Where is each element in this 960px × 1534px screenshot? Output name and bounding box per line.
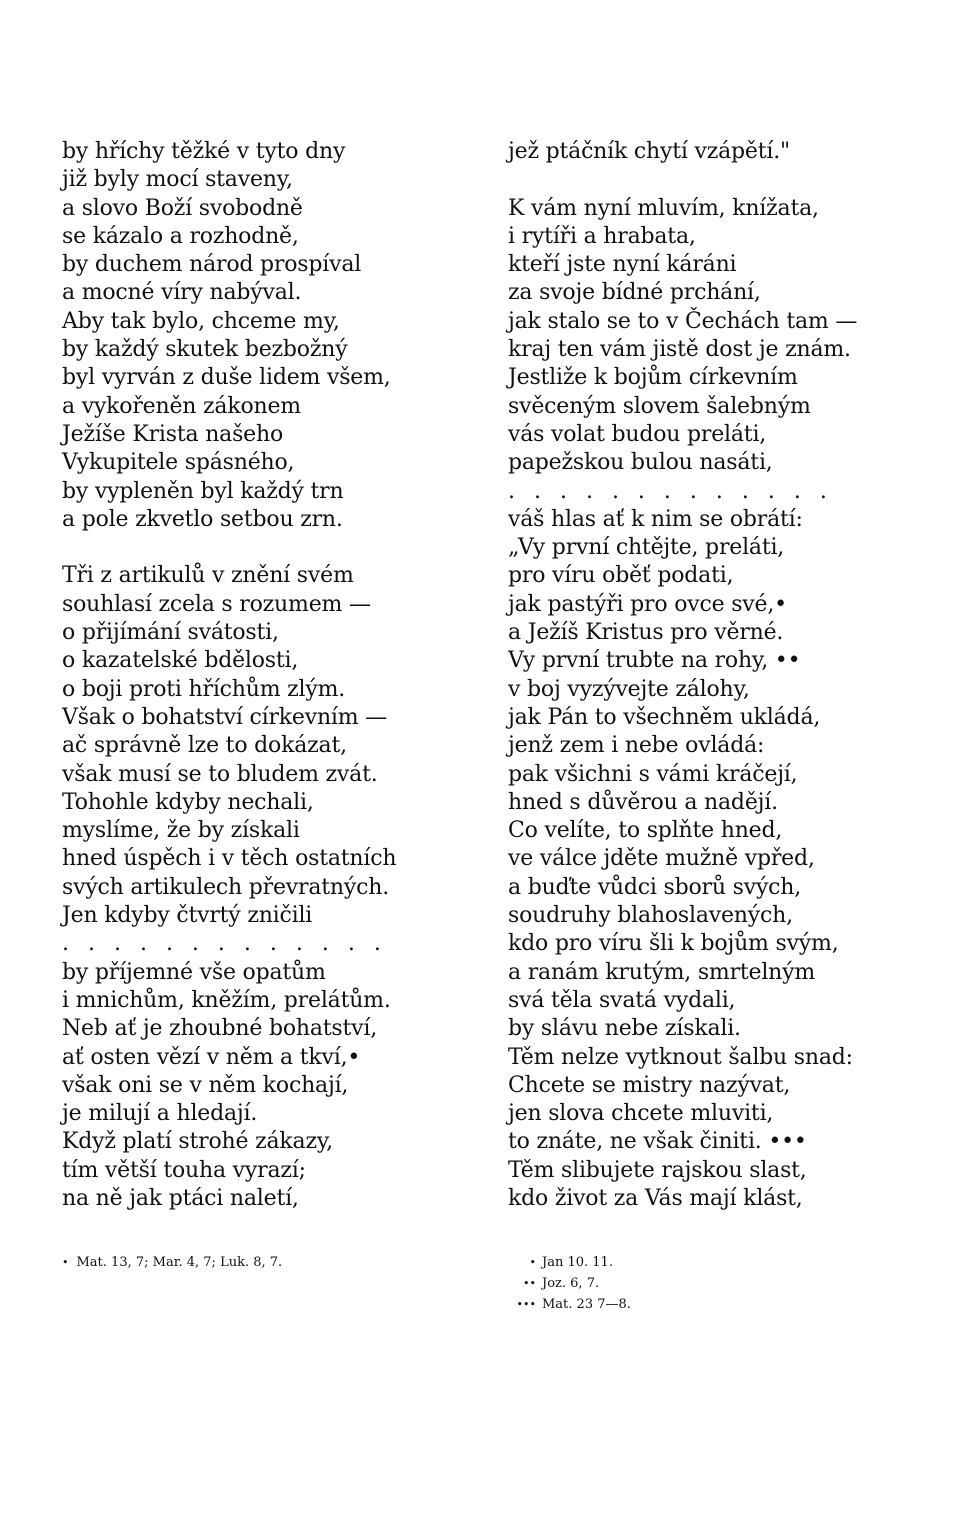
left-stanza-3 — [62, 959, 462, 1214]
right-stanza-2 — [508, 195, 908, 478]
footnote-text: Jan 10. 11. — [542, 1255, 613, 1270]
footnote-text: Mat. 13, 7; Mar. 4, 7; Luk. 8, 7. — [76, 1255, 283, 1270]
verse-line: byl vyrván z duše lidem všem, — [62, 365, 391, 391]
verse-line: Těm slibujete rajskou slast, — [508, 1157, 807, 1183]
verse-line: Chcete se mistry nazývat, — [508, 1072, 791, 1098]
verse-line: o boji proti hříchům zlým. — [62, 676, 346, 702]
verse-line: je milují a hledají. — [62, 1101, 258, 1127]
verse-line: kraj ten vám jistě dost je znám. — [508, 337, 851, 363]
verse-line: hned úspěch i v těch ostatních — [62, 846, 397, 872]
verse-line: za svoje bídné prchání, — [508, 280, 761, 306]
verse-line: hned s důvěrou a nadějí. — [508, 789, 778, 815]
left-stanza-1 — [62, 138, 462, 534]
verse-line: již byly mocí staveny, — [62, 167, 293, 193]
verse-line: i mnichům, kněžím, prelátům. — [62, 987, 391, 1013]
stanza-gap — [62, 534, 462, 562]
verse-line: a Ježíš Kristus pro věrné. — [508, 620, 784, 646]
verse-line: ať osten vězí v něm a tkví,• — [62, 1044, 361, 1070]
verse-line: by hříchy těžké v tyto dny — [62, 139, 346, 164]
verse-line: „Vy první chtějte, preláti, — [508, 535, 785, 561]
verse-line: i rytíři a hrabata, — [508, 223, 696, 249]
verse-line: jak pastýři pro ovce své,• — [508, 591, 787, 617]
verse-line: Neb ať je zhoubné bohatství, — [62, 1016, 378, 1042]
verse-line: a buďte vůdci sborů svých, — [508, 874, 802, 900]
verse-line: by duchem národ prospíval — [62, 252, 362, 278]
verse-line: by každý skutek bezbožný — [62, 337, 348, 363]
right-stanza-1 — [508, 138, 908, 166]
verse-line: pro víru oběť podati, — [508, 563, 734, 589]
verse-line: by slávu nebe získali. — [508, 1016, 741, 1042]
verse-line: Vy první trubte na rohy, •• — [508, 648, 801, 674]
footnote-mark: ••• — [516, 1298, 536, 1311]
verse-line: se kázalo a rozhodně, — [62, 223, 299, 249]
verse-line: svých artikulech převratných. — [62, 874, 389, 900]
verse-line: Ježíše Krista našeho — [62, 421, 284, 447]
verse-line: jen slova chcete mluviti, — [508, 1101, 774, 1127]
verse-line: soudruhy blahoslavených, — [508, 903, 793, 929]
verse-line: v boj vyzývejte zálohy, — [508, 676, 750, 702]
footnotes-right — [502, 1252, 631, 1315]
verse-line: myslíme, že by získali — [62, 818, 300, 844]
verse-line: kdo pro víru šli k bojům svým, — [508, 931, 839, 957]
verse-line: vás volat budou preláti, — [508, 421, 767, 447]
footnote-mark: • — [62, 1256, 69, 1269]
verse-line: a vykořeněn zákonem — [62, 393, 301, 419]
verse-line: ač správně lze to dokázat, — [62, 733, 347, 759]
stanza-gap — [508, 166, 908, 194]
verse-line: svá těla svatá vydali, — [508, 987, 736, 1013]
verse-line: kteří jste nyní káráni — [508, 252, 737, 278]
verse-line: jak Pán to všechněm ukládá, — [508, 704, 821, 730]
verse-line: Však o bohatství církevním — — [62, 704, 388, 730]
verse-line: by příjemné vše opatům — [62, 959, 326, 985]
footnote — [502, 1252, 631, 1273]
verse-line: a slovo Boží svobodně — [62, 195, 303, 221]
verse-line: o kazatelské bdělosti, — [62, 648, 299, 674]
verse-line: váš hlas ať k nim se obrátí: — [508, 506, 803, 532]
verse-line: souhlasí zcela s rozumem — — [62, 591, 371, 617]
verse-line: Tři z artikulů v znění svém — [62, 563, 354, 589]
footnote-mark: • — [529, 1256, 536, 1269]
left-stanza-2 — [62, 562, 462, 930]
verse-line: kdo život za Vás mají klást, — [508, 1185, 803, 1211]
verse-line: K vám nyní mluvím, knížata, — [508, 195, 819, 221]
footnote-text: Mat. 23 7—8. — [542, 1297, 631, 1312]
footnote-text: Joz. 6, 7. — [542, 1276, 600, 1291]
ellipsis-dots: . . . . . . . . . . . . . — [508, 478, 833, 504]
footnote — [502, 1273, 631, 1294]
verse-line: a pole zkvetlo setbou zrn. — [62, 506, 343, 532]
footnote-mark: •• — [523, 1277, 536, 1290]
verse-line: to znáte, ne však činiti. ••• — [508, 1129, 807, 1155]
verse-line: a mocné víry nabýval. — [62, 280, 302, 306]
verse-line: tím větší touha vyrazí; — [62, 1157, 306, 1183]
verse-line: svěceným slovem šalebným — [508, 393, 811, 419]
verse-line: o přijímání svátosti, — [62, 620, 279, 646]
verse-line: jež ptáčník chytí vzápětí." — [508, 139, 790, 164]
verse-line: Aby tak bylo, chceme my, — [62, 308, 340, 334]
verse-line: papežskou bulou nasáti, — [508, 450, 773, 476]
verse-line: však musí se to bludem zvát. — [62, 761, 378, 787]
verse-line: Jen kdyby čtvrtý zničili — [62, 903, 313, 929]
verse-line: na ně jak ptáci naletí, — [62, 1185, 299, 1211]
right-column — [508, 138, 908, 1213]
footnotes-left — [62, 1252, 282, 1273]
footnote — [502, 1294, 631, 1315]
verse-line: však oni se v něm kochají, — [62, 1072, 349, 1098]
verse-line: jenž zem i nebe ovládá: — [508, 733, 765, 759]
verse-line: by vypleněn byl každý trn — [62, 478, 344, 504]
left-column — [62, 138, 462, 1213]
verse-line: Těm nelze vytknout šalbu snad: — [508, 1044, 853, 1070]
verse-line: Jestliže k bojům církevním — [508, 365, 798, 391]
verse-line: jak stalo se to v Čechách tam — — [508, 308, 858, 334]
verse-line: pak všichni s vámi kráčejí, — [508, 761, 798, 787]
right-stanza-3 — [508, 506, 908, 1213]
verse-line: ve válce jděte mužně vpřed, — [508, 846, 815, 872]
verse-line: Když platí strohé zákazy, — [62, 1129, 333, 1155]
verse-line: a ranám krutým, smrtelným — [508, 959, 816, 985]
ellipsis-dots: . . . . . . . . . . . . . — [62, 931, 387, 957]
verse-line: Tohohle kdyby nechali, — [62, 789, 314, 815]
verse-line: Co velíte, to splňte hned, — [508, 818, 783, 844]
footnote — [62, 1252, 282, 1273]
verse-line: Vykupitele spásného, — [62, 450, 295, 476]
